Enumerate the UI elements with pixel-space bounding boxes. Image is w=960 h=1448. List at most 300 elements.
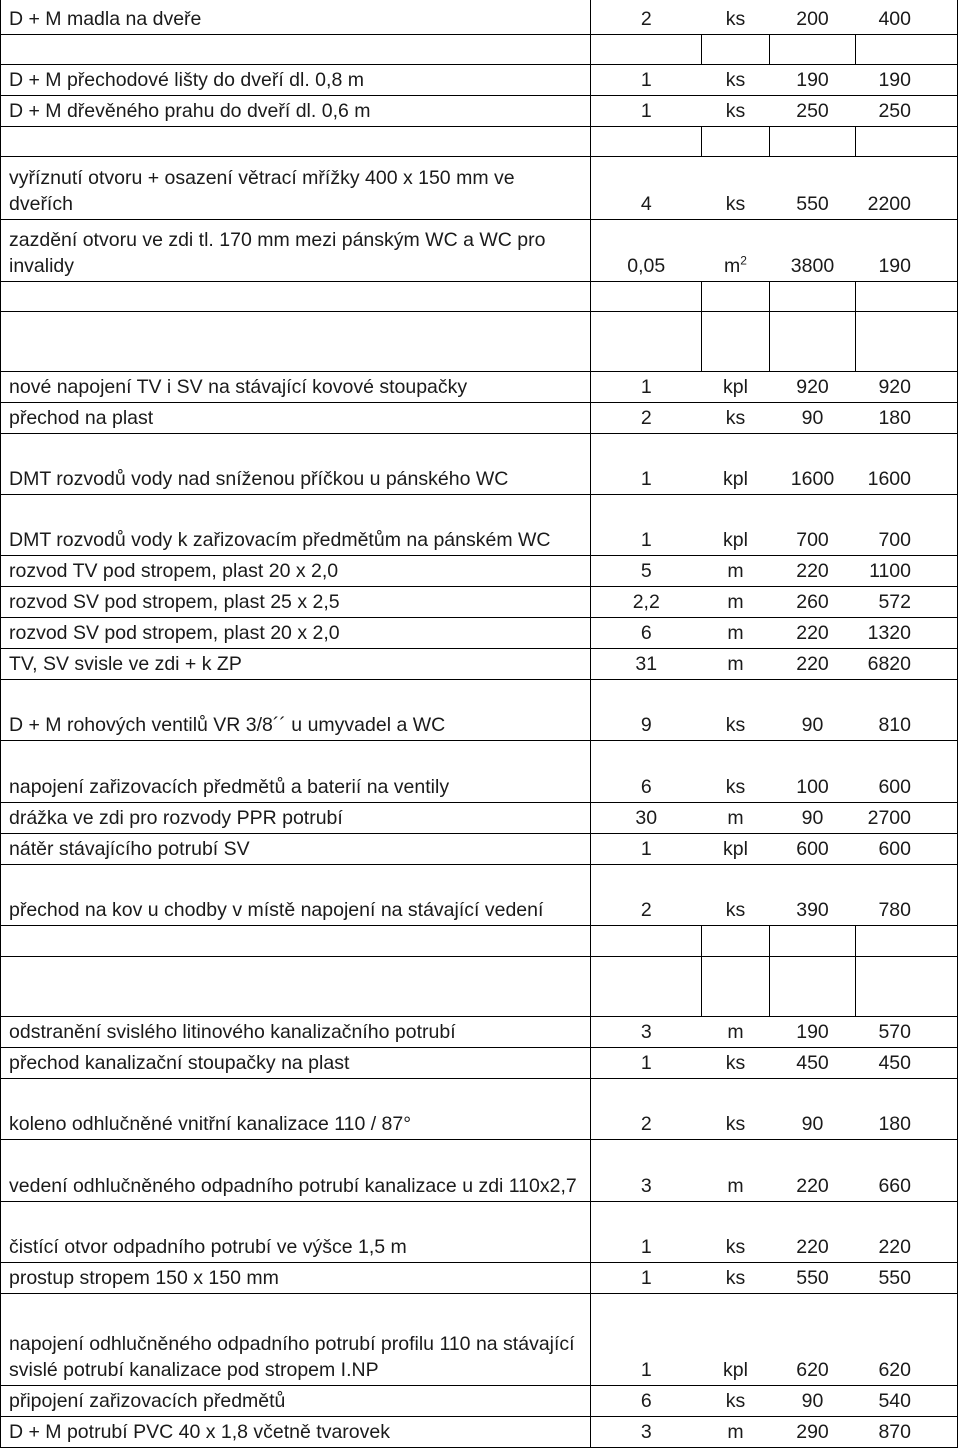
item-total-text: 450 [878, 1051, 911, 1074]
item-unit [702, 1416, 770, 1447]
item-quantity-text: 1 [640, 1235, 652, 1258]
item-total [856, 311, 958, 371]
table-row [1, 1139, 958, 1201]
item-quantity [591, 617, 702, 648]
item-unit-price-text: 200 [796, 7, 829, 30]
item-description-text: D + M dřevěného prahu do dveří dl. 0,6 m [9, 99, 371, 122]
item-unit-text: ks [725, 7, 746, 30]
blank-row [1, 126, 958, 156]
item-quantity-text: 1 [640, 528, 652, 551]
item-total-text: 6820 [867, 652, 911, 675]
item-total-text: 570 [878, 1020, 911, 1043]
item-quantity-text: 2 [640, 406, 652, 429]
item-quantity [591, 1262, 702, 1293]
item-unit-text: ks [725, 192, 746, 215]
item-unit [702, 95, 770, 126]
item-description [1, 1139, 591, 1201]
item-unit-price [770, 371, 856, 402]
item-quantity-text: 1 [640, 1051, 652, 1074]
item-unit-price-text: 700 [796, 528, 829, 551]
item-unit-text: kpl [723, 837, 748, 860]
table-row [1, 219, 958, 281]
item-quantity [591, 219, 702, 281]
item-quantity-text: 3 [640, 1420, 652, 1443]
item-unit-text: kpl [723, 528, 748, 551]
item-unit-price-text: 190 [796, 68, 829, 91]
item-total-text: 190 [878, 68, 911, 91]
table-row [1, 156, 958, 219]
item-description [1, 402, 591, 433]
table-row [1, 555, 958, 586]
item-unit [702, 925, 770, 956]
item-quantity-text: 1 [640, 1358, 652, 1381]
item-unit-text: m [727, 621, 744, 644]
item-quantity [591, 1293, 702, 1385]
item-unit-price [770, 64, 856, 95]
item-unit [702, 1262, 770, 1293]
item-total-text: 780 [878, 898, 911, 921]
item-description [1, 586, 591, 617]
item-unit-text: ks [725, 775, 746, 798]
item-unit-price [770, 0, 856, 34]
item-total [856, 0, 958, 34]
table-row [1, 402, 958, 433]
item-total-text: 810 [878, 713, 911, 736]
table-row [1, 1416, 958, 1447]
item-description-text: připojení zařizovacích předmětů [9, 1389, 286, 1412]
item-total [856, 494, 958, 555]
item-description [1, 555, 591, 586]
item-quantity-text: 9 [640, 713, 652, 736]
item-description-text: D + M rohových ventilů VR 3/8´´ u umyvadel a WC [9, 713, 446, 736]
table-row [1, 617, 958, 648]
item-unit-price-text: 90 [801, 1112, 824, 1135]
item-unit [702, 494, 770, 555]
item-description-text: čistící otvor odpadního potrubí ve výšce 1,5 m [9, 1235, 407, 1258]
item-unit [702, 1201, 770, 1262]
item-unit-text: ks [725, 1112, 746, 1135]
item-total [856, 648, 958, 679]
item-description [1, 64, 591, 95]
item-unit [702, 34, 770, 64]
item-quantity [591, 1078, 702, 1139]
item-description-text: DMT rozvodů vody nad sníženou příčkou u pánského WC [9, 467, 509, 490]
item-quantity [591, 281, 702, 311]
item-unit-price-text: 1600 [790, 467, 835, 490]
item-quantity [591, 95, 702, 126]
item-description [1, 864, 591, 925]
item-unit [702, 1139, 770, 1201]
item-quantity-text: 5 [640, 559, 652, 582]
item-unit-price-text: 220 [796, 559, 829, 582]
item-quantity [591, 1047, 702, 1078]
item-unit-text: kpl [723, 375, 748, 398]
item-quantity [591, 956, 702, 1016]
item-unit-price [770, 1201, 856, 1262]
item-total [856, 371, 958, 402]
item-description [1, 1047, 591, 1078]
item-unit [702, 1385, 770, 1416]
item-description-text: TV, SV svisle ve zdi + k ZP [9, 652, 242, 675]
item-unit-price [770, 740, 856, 802]
item-total [856, 1047, 958, 1078]
table-row [1, 802, 958, 833]
item-unit-price-text: 190 [796, 1020, 829, 1043]
item-quantity [591, 1385, 702, 1416]
item-unit-price-text: 250 [796, 99, 829, 122]
item-unit-price [770, 156, 856, 219]
table-row [1, 679, 958, 740]
item-unit-price [770, 402, 856, 433]
item-total [856, 1416, 958, 1447]
item-unit-text: kpl [723, 1358, 748, 1381]
item-unit-price [770, 956, 856, 1016]
item-unit-price [770, 281, 856, 311]
item-quantity [591, 586, 702, 617]
item-quantity-text: 2,2 [632, 590, 660, 613]
item-quantity [591, 648, 702, 679]
item-total [856, 555, 958, 586]
item-total [856, 34, 958, 64]
item-unit-price [770, 1016, 856, 1047]
item-unit-text: ks [725, 713, 746, 736]
item-unit [702, 219, 770, 281]
item-unit-price [770, 126, 856, 156]
item-total [856, 956, 958, 1016]
item-quantity [591, 402, 702, 433]
item-unit-text: m [727, 1020, 744, 1043]
item-description [1, 433, 591, 494]
item-quantity-text: 6 [640, 621, 652, 644]
item-quantity [591, 64, 702, 95]
item-unit-price [770, 555, 856, 586]
item-quantity-text: 3 [640, 1020, 652, 1043]
item-description [1, 494, 591, 555]
table-row [1, 1201, 958, 1262]
item-unit-text: ks [725, 99, 746, 122]
item-description-text: nové napojení TV i SV na stávající kovové stoupačky [9, 375, 468, 398]
item-quantity [591, 1139, 702, 1201]
item-quantity [591, 311, 702, 371]
item-description-text: napojení zařizovacích předmětů a baterií na ventily [9, 775, 450, 798]
item-description-text: nátěr stávajícího potrubí SV [9, 837, 250, 860]
item-total [856, 433, 958, 494]
item-unit-price [770, 833, 856, 864]
item-unit-price [770, 617, 856, 648]
item-unit-price [770, 219, 856, 281]
item-quantity-text: 6 [640, 775, 652, 798]
item-quantity-text: 3 [640, 1174, 652, 1197]
item-quantity-text: 1 [640, 1266, 652, 1289]
item-unit-price [770, 586, 856, 617]
item-description [1, 679, 591, 740]
item-quantity [591, 555, 702, 586]
item-total [856, 1385, 958, 1416]
item-total [856, 1078, 958, 1139]
table-row [1, 1385, 958, 1416]
item-description-text: koleno odhlučněné vnitřní kanalizace 110 / 87° [9, 1112, 412, 1135]
item-unit [702, 1016, 770, 1047]
item-description [1, 740, 591, 802]
item-unit [702, 402, 770, 433]
item-unit-price-text: 3800 [790, 254, 835, 277]
item-description [1, 648, 591, 679]
item-total-text: 180 [878, 1112, 911, 1135]
blank-row [1, 34, 958, 64]
item-unit-text: ks [725, 1389, 746, 1412]
item-description-text: rozvod SV pod stropem, plast 20 x 2,0 [9, 621, 340, 644]
item-description [1, 617, 591, 648]
item-unit [702, 371, 770, 402]
item-unit-price-text: 450 [796, 1051, 829, 1074]
item-description [1, 1201, 591, 1262]
item-description [1, 1385, 591, 1416]
item-total [856, 402, 958, 433]
item-unit-price [770, 648, 856, 679]
item-total-text: 1100 [869, 559, 911, 582]
item-total [856, 219, 958, 281]
item-unit [702, 311, 770, 371]
item-unit [702, 648, 770, 679]
item-description [1, 126, 591, 156]
item-unit [702, 1078, 770, 1139]
item-unit-price-text: 390 [796, 898, 829, 921]
item-unit-price-text: 90 [801, 806, 824, 829]
item-quantity [591, 1416, 702, 1447]
item-unit [702, 555, 770, 586]
item-unit-price-text: 550 [796, 1266, 829, 1289]
item-total-text: 250 [878, 99, 911, 122]
item-description-text: přechod kanalizační stoupačky na plast [9, 1051, 350, 1074]
item-quantity-text: 2 [640, 1112, 652, 1135]
item-unit-text: ks [725, 1235, 746, 1258]
item-description [1, 281, 591, 311]
table-row [1, 64, 958, 95]
item-unit-price-text: 550 [796, 192, 829, 215]
item-quantity [591, 864, 702, 925]
item-unit-price-text: 920 [796, 375, 829, 398]
item-total [856, 126, 958, 156]
table-row [1, 1293, 958, 1385]
item-description-text: rozvod SV pod stropem, plast 25 x 2,5 [9, 590, 340, 613]
item-unit-text: ks [725, 406, 746, 429]
table-row [1, 833, 958, 864]
item-total-text: 540 [878, 1389, 911, 1412]
item-description [1, 1293, 591, 1385]
item-description-text: vyříznutí otvoru + osazení větrací mřížky 400 x 150 mm ve dveřích [9, 166, 515, 215]
item-unit [702, 679, 770, 740]
item-description-text: rozvod TV pod stropem, plast 20 x 2,0 [9, 559, 339, 582]
item-unit-text: m [727, 1174, 744, 1197]
item-total [856, 156, 958, 219]
item-unit-price [770, 1293, 856, 1385]
item-description-text: zazdění otvoru ve zdi tl. 170 mm mezi pánským WC a WC pro invalidy [9, 228, 546, 277]
item-description [1, 1416, 591, 1447]
item-quantity-text: 2 [640, 898, 652, 921]
table-row [1, 1078, 958, 1139]
item-description-text: vedení odhlučněného odpadního potrubí kanalizace u zdi 110x2,7 [9, 1174, 577, 1197]
item-description [1, 34, 591, 64]
item-description-text: přechod na plast [9, 406, 154, 429]
item-quantity [591, 433, 702, 494]
item-quantity [591, 833, 702, 864]
item-total-text: 400 [878, 7, 911, 30]
item-total-text: 700 [878, 528, 911, 551]
table-row [1, 648, 958, 679]
item-total-text: 190 [878, 254, 911, 277]
item-total [856, 864, 958, 925]
item-unit-text: m [724, 254, 741, 277]
item-unit [702, 864, 770, 925]
item-description-text: D + M madla na dveře [9, 7, 202, 30]
item-unit-price [770, 95, 856, 126]
item-quantity-text: 1 [640, 467, 652, 490]
item-total [856, 1016, 958, 1047]
item-quantity [591, 494, 702, 555]
item-unit-text: ks [725, 1051, 746, 1074]
item-unit [702, 617, 770, 648]
item-unit-price-text: 220 [796, 652, 829, 675]
table-body [1, 0, 958, 1447]
item-unit-price [770, 925, 856, 956]
item-quantity [591, 126, 702, 156]
item-description-text: DMT rozvodů vody k zařizovacím předmětům na pánském WC [9, 528, 551, 551]
item-unit-price-text: 90 [801, 406, 824, 429]
item-quantity-text: 6 [640, 1389, 652, 1412]
blank-row [1, 311, 958, 371]
table-row [1, 740, 958, 802]
item-total-text: 920 [878, 375, 911, 398]
item-total-text: 620 [878, 1358, 911, 1381]
item-quantity-text: 0,05 [627, 254, 666, 277]
item-unit [702, 1293, 770, 1385]
item-unit-price-text: 220 [796, 621, 829, 644]
item-quantity-text: 31 [635, 652, 658, 675]
item-quantity [591, 925, 702, 956]
item-unit-price [770, 679, 856, 740]
item-quantity-text: 1 [640, 68, 652, 91]
blank-row [1, 925, 958, 956]
item-unit-price-text: 620 [796, 1358, 829, 1381]
item-unit [702, 64, 770, 95]
item-description [1, 156, 591, 219]
item-total-text: 1320 [867, 621, 911, 644]
item-total-text: 660 [878, 1174, 911, 1197]
unit-exponent: 2 [740, 253, 747, 267]
item-unit-price-text: 260 [796, 590, 829, 613]
item-total [856, 1139, 958, 1201]
item-unit-text: m [727, 806, 744, 829]
item-description [1, 311, 591, 371]
item-unit [702, 433, 770, 494]
item-total [856, 679, 958, 740]
item-description [1, 833, 591, 864]
item-description-text: D + M přechodové lišty do dveří dl. 0,8 m [9, 68, 364, 91]
item-unit [702, 126, 770, 156]
item-unit-price [770, 1047, 856, 1078]
item-unit [702, 802, 770, 833]
table-row [1, 433, 958, 494]
item-unit [702, 740, 770, 802]
item-quantity [591, 740, 702, 802]
table-row [1, 1016, 958, 1047]
item-unit-price [770, 433, 856, 494]
item-unit-price [770, 1262, 856, 1293]
item-total [856, 833, 958, 864]
blank-row [1, 281, 958, 311]
item-total [856, 281, 958, 311]
item-unit-price [770, 34, 856, 64]
item-total [856, 1262, 958, 1293]
item-unit-text: ks [725, 898, 746, 921]
item-description [1, 802, 591, 833]
item-total-text: 572 [878, 590, 911, 613]
item-quantity-text: 4 [640, 192, 652, 215]
item-unit-price-text: 90 [801, 1389, 824, 1412]
item-total [856, 617, 958, 648]
item-total-text: 600 [878, 775, 911, 798]
item-description [1, 219, 591, 281]
item-description-text: D + M potrubí PVC 40 x 1,8 včetně tvarovek [9, 1420, 390, 1443]
item-unit-price [770, 864, 856, 925]
item-total-text: 600 [878, 837, 911, 860]
table-row [1, 1262, 958, 1293]
item-quantity [591, 802, 702, 833]
item-quantity [591, 156, 702, 219]
item-unit [702, 956, 770, 1016]
table-row [1, 1047, 958, 1078]
item-quantity [591, 34, 702, 64]
item-total [856, 95, 958, 126]
item-unit-text: kpl [723, 467, 748, 490]
item-quantity [591, 1016, 702, 1047]
item-total [856, 1201, 958, 1262]
table-row [1, 95, 958, 126]
item-unit [702, 281, 770, 311]
item-description-text: napojení odhlučněného odpadního potrubí profilu 110 na stávající svislé potrubí kanalizace pod stropem I.NP [9, 1332, 575, 1381]
item-total [856, 925, 958, 956]
item-unit-price-text: 290 [796, 1420, 829, 1443]
item-unit-price [770, 1416, 856, 1447]
item-unit-text: m [727, 1420, 744, 1443]
item-total [856, 802, 958, 833]
item-description [1, 925, 591, 956]
item-unit-price-text: 90 [801, 713, 824, 736]
blank-row [1, 956, 958, 1016]
item-total-text: 870 [878, 1420, 911, 1443]
item-total-text: 180 [878, 406, 911, 429]
item-description [1, 1262, 591, 1293]
item-unit-price-text: 220 [796, 1174, 829, 1197]
item-description [1, 95, 591, 126]
item-quantity-text: 30 [635, 806, 658, 829]
item-total [856, 64, 958, 95]
item-unit [702, 0, 770, 34]
item-unit-price-text: 220 [796, 1235, 829, 1258]
item-quantity [591, 679, 702, 740]
item-description-text: drážka ve zdi pro rozvody PPR potrubí [9, 806, 343, 829]
item-description [1, 0, 591, 34]
item-unit [702, 833, 770, 864]
item-description-text: přechod na kov u chodby v místě napojení na stávající vedení [9, 898, 544, 921]
item-unit-price [770, 1078, 856, 1139]
item-total-text: 550 [878, 1266, 911, 1289]
item-unit-text: m [727, 652, 744, 675]
item-total [856, 586, 958, 617]
item-total [856, 1293, 958, 1385]
item-unit [702, 1047, 770, 1078]
item-description [1, 956, 591, 1016]
